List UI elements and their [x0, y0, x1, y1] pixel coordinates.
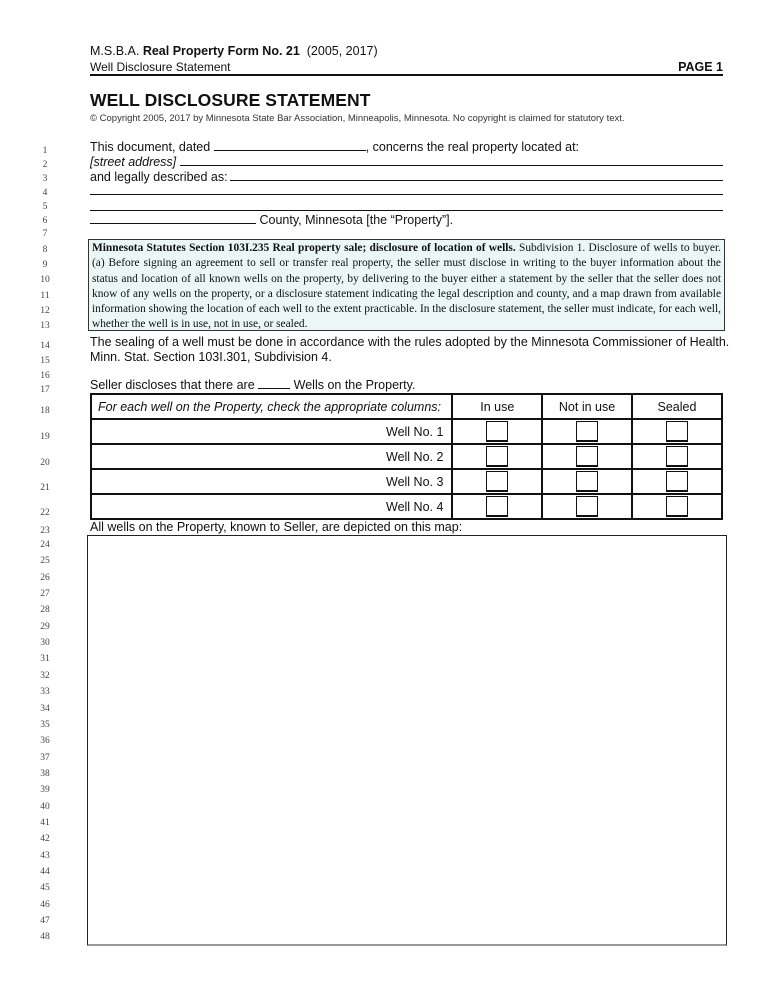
well-1-sealed-checkbox[interactable]	[666, 421, 688, 442]
legal-description-field-2[interactable]	[90, 194, 723, 195]
form-header-subtitle	[90, 60, 723, 76]
line-number: 48	[40, 932, 50, 943]
line-number: 8	[42, 245, 48, 255]
well-label: Well No. 2	[91, 444, 452, 469]
map-caption: All wells on the Property, known to Seller, are depicted on this map:	[90, 520, 463, 534]
line-number: 33	[40, 687, 50, 698]
form-name: Real Property Form No. 21	[142, 44, 300, 58]
county-field[interactable]	[90, 213, 256, 224]
line-number: 15	[40, 356, 50, 366]
well-label: Well No. 3	[91, 469, 452, 494]
line-number: 17	[40, 385, 50, 395]
well-3-sealed-checkbox[interactable]	[666, 471, 688, 492]
copyright-notice: © Copyright 2005, 2017 by Minnesota State Bar Association, Minneapolis, Minnesota. No copyright is claimed for statutory text.	[90, 113, 625, 124]
line-number: 45	[40, 883, 50, 894]
table-row	[91, 494, 722, 519]
column-header-in-use: In use	[452, 394, 542, 419]
line-number: 41	[40, 817, 50, 828]
line-number: 25	[40, 556, 50, 567]
well-label: Well No. 4	[91, 494, 452, 519]
line-number: 38	[40, 768, 50, 779]
line-number: 3	[42, 174, 48, 184]
column-header-sealed: Sealed	[632, 394, 722, 419]
well-4-not-in-use-checkbox[interactable]	[576, 496, 598, 517]
line-number: 32	[40, 670, 50, 681]
well-1-not-in-use-checkbox[interactable]	[576, 421, 598, 442]
line-number: 36	[40, 736, 50, 747]
line-number: 18	[40, 406, 50, 416]
line-number: 31	[40, 654, 50, 665]
line-number: 26	[40, 572, 50, 583]
statute-body: Subdivision 1. Disclosure of wells to buyer. (a) Before signing an agreement to sell or transfer real property, the seller must disclose in writing to the buyer information about the status and location of all known wells on the property, by delivering to the buyer either a statement by the seller that the seller does not know of any wells on the property, or a disclosure statement indicating the legal description and county, and a map drawn from available information showing the location of each well to the extent practicable. In the disclosure statement, the seller must indicate, for each well, whether the well is in use, not in use, or sealed.	[92, 242, 721, 331]
legal-description-label: and legally described as:	[90, 170, 228, 184]
line-number: 28	[40, 605, 50, 616]
column-header-not-in-use: Not in use	[542, 394, 632, 419]
line-number: 7	[42, 229, 48, 239]
well-map-area[interactable]	[87, 535, 727, 946]
line-number: 42	[40, 834, 50, 845]
well-label: Well No. 1	[91, 419, 452, 444]
line-number: 22	[40, 508, 50, 518]
line-number: 27	[40, 589, 50, 600]
legal-description-field[interactable]	[230, 170, 723, 181]
line-number: 46	[40, 899, 50, 910]
page-number: PAGE 1	[678, 60, 723, 74]
line-number: 1	[42, 146, 48, 156]
line-number: 40	[40, 801, 50, 812]
legal-description-field-3[interactable]	[90, 210, 723, 211]
line-number: 4	[42, 188, 48, 198]
table-row	[91, 419, 722, 444]
sealing-text-1: The sealing of a well must be done in accordance with the rules adopted by the Minnesota Commissioner of Health.	[90, 335, 730, 349]
dated-line: This document, dated , concerns the real property located at:	[90, 140, 580, 154]
line-number: 5	[42, 202, 48, 212]
line-number: 19	[40, 432, 50, 442]
table-row	[91, 469, 722, 494]
line-number: 14	[40, 341, 50, 351]
line-number: 9	[42, 260, 48, 270]
street-address-label: [street address]	[90, 155, 177, 169]
line-number: 29	[40, 621, 50, 632]
street-address-line	[90, 155, 723, 169]
legal-description-line	[90, 170, 723, 184]
county-line: County, Minnesota [the “Property”].	[90, 213, 453, 227]
line-number: 11	[40, 291, 50, 301]
table-header-row	[91, 394, 722, 419]
well-2-in-use-checkbox[interactable]	[486, 446, 508, 467]
street-address-field[interactable]	[180, 155, 723, 166]
date-field[interactable]	[214, 140, 366, 151]
well-2-not-in-use-checkbox[interactable]	[576, 446, 598, 467]
line-number: 16	[40, 371, 50, 381]
line-number: 47	[40, 916, 50, 927]
line-number: 10	[40, 275, 50, 285]
org-name: M.S.B.A.	[90, 44, 140, 58]
table-row	[91, 444, 722, 469]
form-subtitle: Well Disclosure Statement	[90, 60, 231, 74]
line-number: 6	[42, 216, 48, 226]
well-4-in-use-checkbox[interactable]	[486, 496, 508, 517]
form-years: (2005, 2017)	[306, 44, 378, 58]
wells-count-line: Seller discloses that there are Wells on the Property.	[90, 378, 416, 392]
line-number: 20	[40, 458, 50, 468]
line-number: 2	[42, 160, 48, 170]
well-3-not-in-use-checkbox[interactable]	[576, 471, 598, 492]
line-number: 44	[40, 867, 50, 877]
wells-table	[90, 393, 723, 520]
line-number: 21	[40, 483, 50, 493]
document-title: WELL DISCLOSURE STATEMENT	[90, 90, 371, 110]
line-number: 37	[40, 752, 50, 763]
statute-heading: Minnesota Statutes Section 103I.235 Real property sale; disclosure of location of wells.	[92, 242, 516, 254]
line-number: 39	[40, 785, 50, 796]
form-header-title	[90, 44, 378, 58]
line-number: 24	[40, 540, 50, 550]
line-number: 30	[40, 638, 50, 649]
line-number: 23	[40, 526, 50, 536]
well-4-sealed-checkbox[interactable]	[666, 496, 688, 517]
table-instruction: For each well on the Property, check the appropriate columns:	[91, 394, 452, 419]
line-number: 43	[40, 850, 50, 861]
line-number: 12	[40, 306, 50, 316]
statute-box	[88, 239, 725, 331]
line-number: 13	[40, 321, 50, 331]
line-number: 35	[40, 719, 50, 730]
well-2-sealed-checkbox[interactable]	[666, 446, 688, 467]
line-number: 34	[40, 703, 50, 714]
sealing-text-2: Minn. Stat. Section 103I.301, Subdivision 4.	[90, 350, 332, 364]
well-3-in-use-checkbox[interactable]	[486, 471, 508, 492]
wells-count-field[interactable]	[258, 378, 290, 389]
well-1-in-use-checkbox[interactable]	[486, 421, 508, 442]
